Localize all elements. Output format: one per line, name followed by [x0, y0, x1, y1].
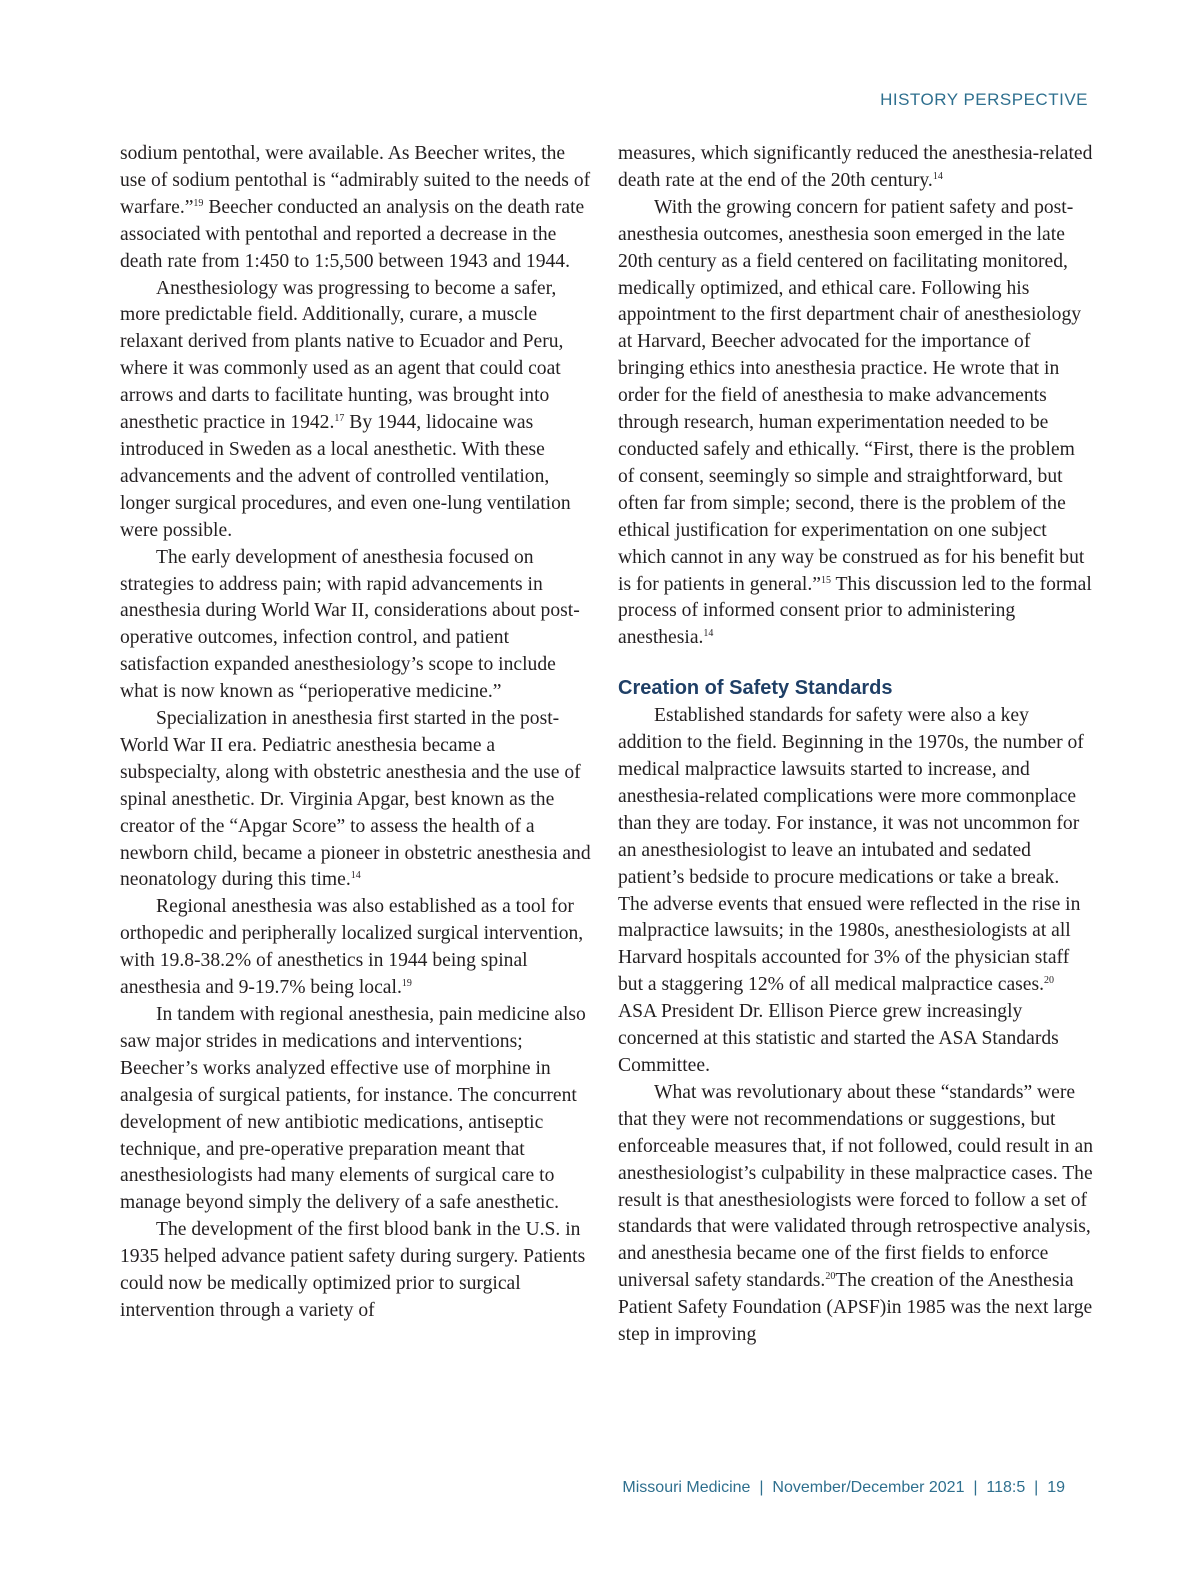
paragraph: The early development of anesthesia focused on strategies to address pain; with rapid advancements in anesthesia during World War II, considerations about post-operative outcomes, infection control, and patient satisfaction expanded anesthesiology’s scope to include what is now known as “perioperative medicine.”	[120, 546, 580, 703]
left-column	[120, 141, 596, 1325]
paragraph: measures, which significantly reduced the anesthesia-related death rate at the end of the 20th century.$^{14}$	[618, 143, 1093, 191]
paragraph: sodium pentothal, were available. As Beecher writes, the use of sodium pentothal is “admirably suited to the needs of warfare.”$^{19}$ Beecher conducted an analysis on the death rate associated with pentothal and reported a decrease in the death rate from 1:450 to 1:5,500 between 1943 and 1944.	[120, 143, 591, 272]
paragraph: Anesthesiology was progressing to become a safer, more predictable field. Additionally, curare, a muscle relaxant derived from plants native to Ecuador and Peru, where it was commonly used as an agent that could coat arrows and darts to facilitate hunting, was brought into anesthetic practice in 1942.17 By 1944, lidocaine was introduced in Sweden as a local anesthetic. With these advancements and the advent of controlled ventilation, longer surgical procedures, and even one-lung ventilation were possible.	[120, 277, 571, 541]
paragraph: With the growing concern for patient safety and post-anesthesia outcomes, anesthesia soon emerged in the late 20th century as a field centered on facilitating monitored, medically optimized, and ethical care. Following his appointment to the first department chair of anesthesiology at Harvard, Beecher advocated for the importance of bringing ethics into anesthesia practice. He wrote that in order for the field of anesthesia to make advancements through research, human experimentation needed to be conducted safely and ethically. “First, there is the problem of consent, seemingly so simple and straightforward, but often far from simple; second, there is the problem of the ethical justification for experimentation on one subject which cannot in any way be construed as for his benefit but is for patients in general.”$^{15}$ This discussion led to the formal process of informed consent prior to administering anesthesia.$^{14}$	[618, 196, 1092, 649]
section-header: HISTORY PERSPECTIVE	[880, 90, 1088, 109]
paragraph: Established standards for safety were also a key addition to the field. Beginning in the 1970s, the number of medical malpractice lawsuits started to increase, and anesthesia-related complications were more commonplace than they are today. For instance, it was not uncommon for an anesthesiologist to leave an intubated and sedated patient’s bedside to procure medications or take a break. The adverse events that ensued were reflected in the rise in malpractice lawsuits; in the 1980s, anesthesiologists at all Harvard hospitals accounted for 3% of the physician staff but a staggering 12% of all medical malpractice cases.$^{20}$ ASA President Dr. Ellison Pierce grew increasingly concerned at this statistic and started the ASA Standards Committee.	[618, 705, 1084, 1076]
section-heading: Creation of Safety Standards	[618, 677, 893, 700]
footer-citation: Missouri Medicine | November/December 2021 | 118:5 | 19	[622, 1479, 1065, 1496]
paragraph: Regional anesthesia was also established as a tool for orthopedic and peripherally localized surgical intervention, with 19.8-38.2% of anesthetics in 1944 being spinal anesthesia and 9-19.7% being local.$^{19}$	[120, 896, 584, 999]
paragraph: Specialization in anesthesia first started in the post-World War II era. Pediatric anesthesia became a subspecialty, along with obstetric anesthesia and the use of spinal anesthetic. Dr. Virginia Apgar, best known as the creator of the “Apgar Score” to assess the health of a newborn child, became a pioneer in obstetric anesthesia and neonatology during this time.$^{14}$	[120, 708, 591, 891]
paragraph: What was revolutionary about these “standards” were that they were not recommendations or suggestions, but enforceable measures that, if not followed, could result in an anesthesiologist’s culpability in these malpractice cases. The result is that anesthesiologists were forced to follow a set of standards that were validated through retrospective analysis, and anesthesia became one of the first fields to enforce universal safety standards.$^{20}$The creation of the Anesthesia Patient Safety Foundation (APSF)in 1985 was the next large step in improving	[618, 1081, 1093, 1346]
paragraph: The development of the first blood bank in the U.S. in 1935 helped advance patient safety during surgery. Patients could now be medically optimized prior to surgical intervention through a variety of	[120, 1219, 586, 1321]
paragraph: In tandem with regional anesthesia, pain medicine also saw major strides in medications and interventions; Beecher’s works analyzed effective use of morphine in analgesia of surgical patients, for instance. The concurrent development of new antibiotic medications, antiseptic technique, and pre-operative preparation meant that anesthesiologists had many elements of surgical care to manage beyond simply the delivery of a safe anesthetic.	[120, 1004, 586, 1214]
page-footer	[622, 1479, 1065, 1497]
right-column	[618, 141, 1094, 1349]
